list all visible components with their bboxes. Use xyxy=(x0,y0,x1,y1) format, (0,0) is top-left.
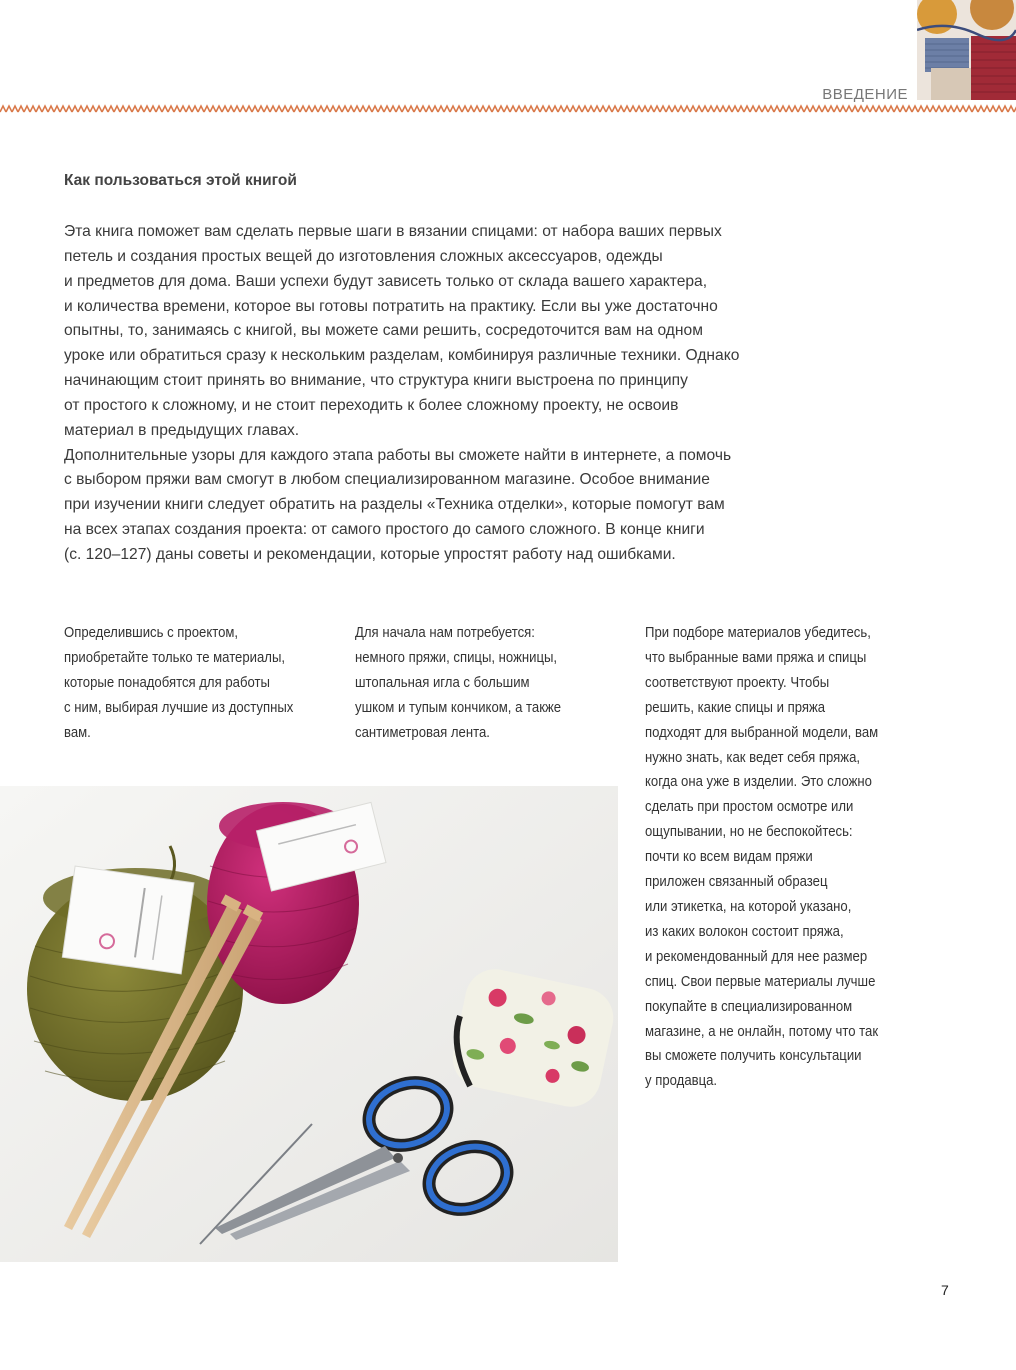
column-line: которые понадобятся для работы xyxy=(64,674,270,691)
column-line: штопальная игла с большим xyxy=(355,674,530,691)
column-line: сантиметровая лента. xyxy=(355,724,490,741)
column-line: когда она уже в изделии. Это сложно xyxy=(645,774,872,791)
intro-line: и предметов для дома. Ваши успехи будут зависеть только от склада вашего характера, xyxy=(64,272,708,290)
intro-line: от простого к сложному, и не стоит переходить к более сложному проекту, не освоив xyxy=(64,396,679,414)
section-label: ВВЕДЕНИЕ xyxy=(822,86,908,103)
column-choosing-materials xyxy=(645,621,878,1094)
column-line: или этикетка, на которой указано, xyxy=(645,898,852,915)
column-line: магазине, а не онлайн, потому что так xyxy=(645,1023,879,1040)
column-line: вы сможете получить консультации xyxy=(645,1048,862,1065)
knitting-supplies-photo xyxy=(0,786,618,1262)
column-project-materials xyxy=(64,621,293,746)
column-line: решить, какие спицы и пряжа xyxy=(645,699,826,716)
column-line: приложен связанный образец xyxy=(645,874,828,891)
intro-line: уроке или обратиться сразу к нескольким разделам, комбинируя различные техники. Однако xyxy=(64,347,740,365)
intro-line: материал в предыдущих главах. xyxy=(64,421,300,439)
intro-paragraph xyxy=(64,220,864,568)
column-line: приобретайте только те материалы, xyxy=(64,649,286,666)
column-line: с ним, выбирая лучшие из доступных xyxy=(64,699,294,716)
yarn-label-tag xyxy=(62,866,194,974)
column-tools-needed xyxy=(355,621,561,746)
column-line: ушком и тупым кончиком, а также xyxy=(355,699,562,716)
intro-line: Дополнительные узоры для каждого этапа работы вы сможете найти в интернете, а помочь xyxy=(64,446,732,464)
intro-line: с выбором пряжи вам смогут в любом специализированном магазине. Особое внимание xyxy=(64,471,710,489)
column-line: нужно знать, как ведет себя пряжа, xyxy=(645,749,861,766)
column-line: из каких волокон состоит пряжа, xyxy=(645,923,844,940)
intro-line: петель и создания простых вещей до изготовления сложных аксессуаров, одежды xyxy=(64,247,663,265)
column-line: Для начала нам потребуется: xyxy=(355,625,535,641)
intro-line: Эта книга поможет вам сделать первые шаги в вязании спицами: от набора ваших первых xyxy=(64,223,722,240)
column-line: сделать при простом осмотре или xyxy=(645,799,854,816)
column-line: спиц. Свои первые материалы лучше xyxy=(645,973,876,990)
column-line: При подборе материалов убедитесь, xyxy=(645,625,871,641)
column-line: Определившись с проектом, xyxy=(64,625,239,641)
stitch-divider xyxy=(0,103,1016,115)
corner-swatches-photo xyxy=(917,0,1016,100)
column-line: немного пряжи, спицы, ножницы, xyxy=(355,649,558,666)
section-heading: Как пользоваться этой книгой xyxy=(64,172,297,189)
column-line: почти ко всем видам пряжи xyxy=(645,849,813,866)
intro-line: начинающим стоит принять во внимание, что структура книги выстроена по принципу xyxy=(64,372,688,390)
column-line: и рекомендованный для нее размер xyxy=(645,948,868,965)
column-line: вам. xyxy=(64,724,91,741)
column-line: покупайте в специализированном xyxy=(645,998,853,1015)
column-line: у продавца. xyxy=(645,1073,718,1090)
intro-line: при изучении книги следует обратить на разделы «Техника отделки», которые помогут вам xyxy=(64,496,725,514)
column-line: ощупывании, но не беспокойтесь: xyxy=(645,824,853,841)
column-line: соответствуют проекту. Чтобы xyxy=(645,674,830,691)
intro-line: опытны, то, занимаясь с книгой, вы можете сами решить, сосредоточится вам на одном xyxy=(64,322,703,340)
page-number: 7 xyxy=(941,1282,949,1298)
intro-line: на всех этапах создания проекта: от самого простого до самого сложного. В конце книги xyxy=(64,521,705,539)
intro-line: и количества времени, которое вы готовы потратить на практику. Если вы уже достаточно xyxy=(64,297,718,315)
column-line: что выбранные вами пряжа и спицы xyxy=(645,649,867,666)
column-line: подходят для выбранной модели, вам xyxy=(645,724,879,741)
intro-line: (с. 120–127) даны советы и рекомендации, которые упростят работу над ошибками. xyxy=(64,545,676,563)
